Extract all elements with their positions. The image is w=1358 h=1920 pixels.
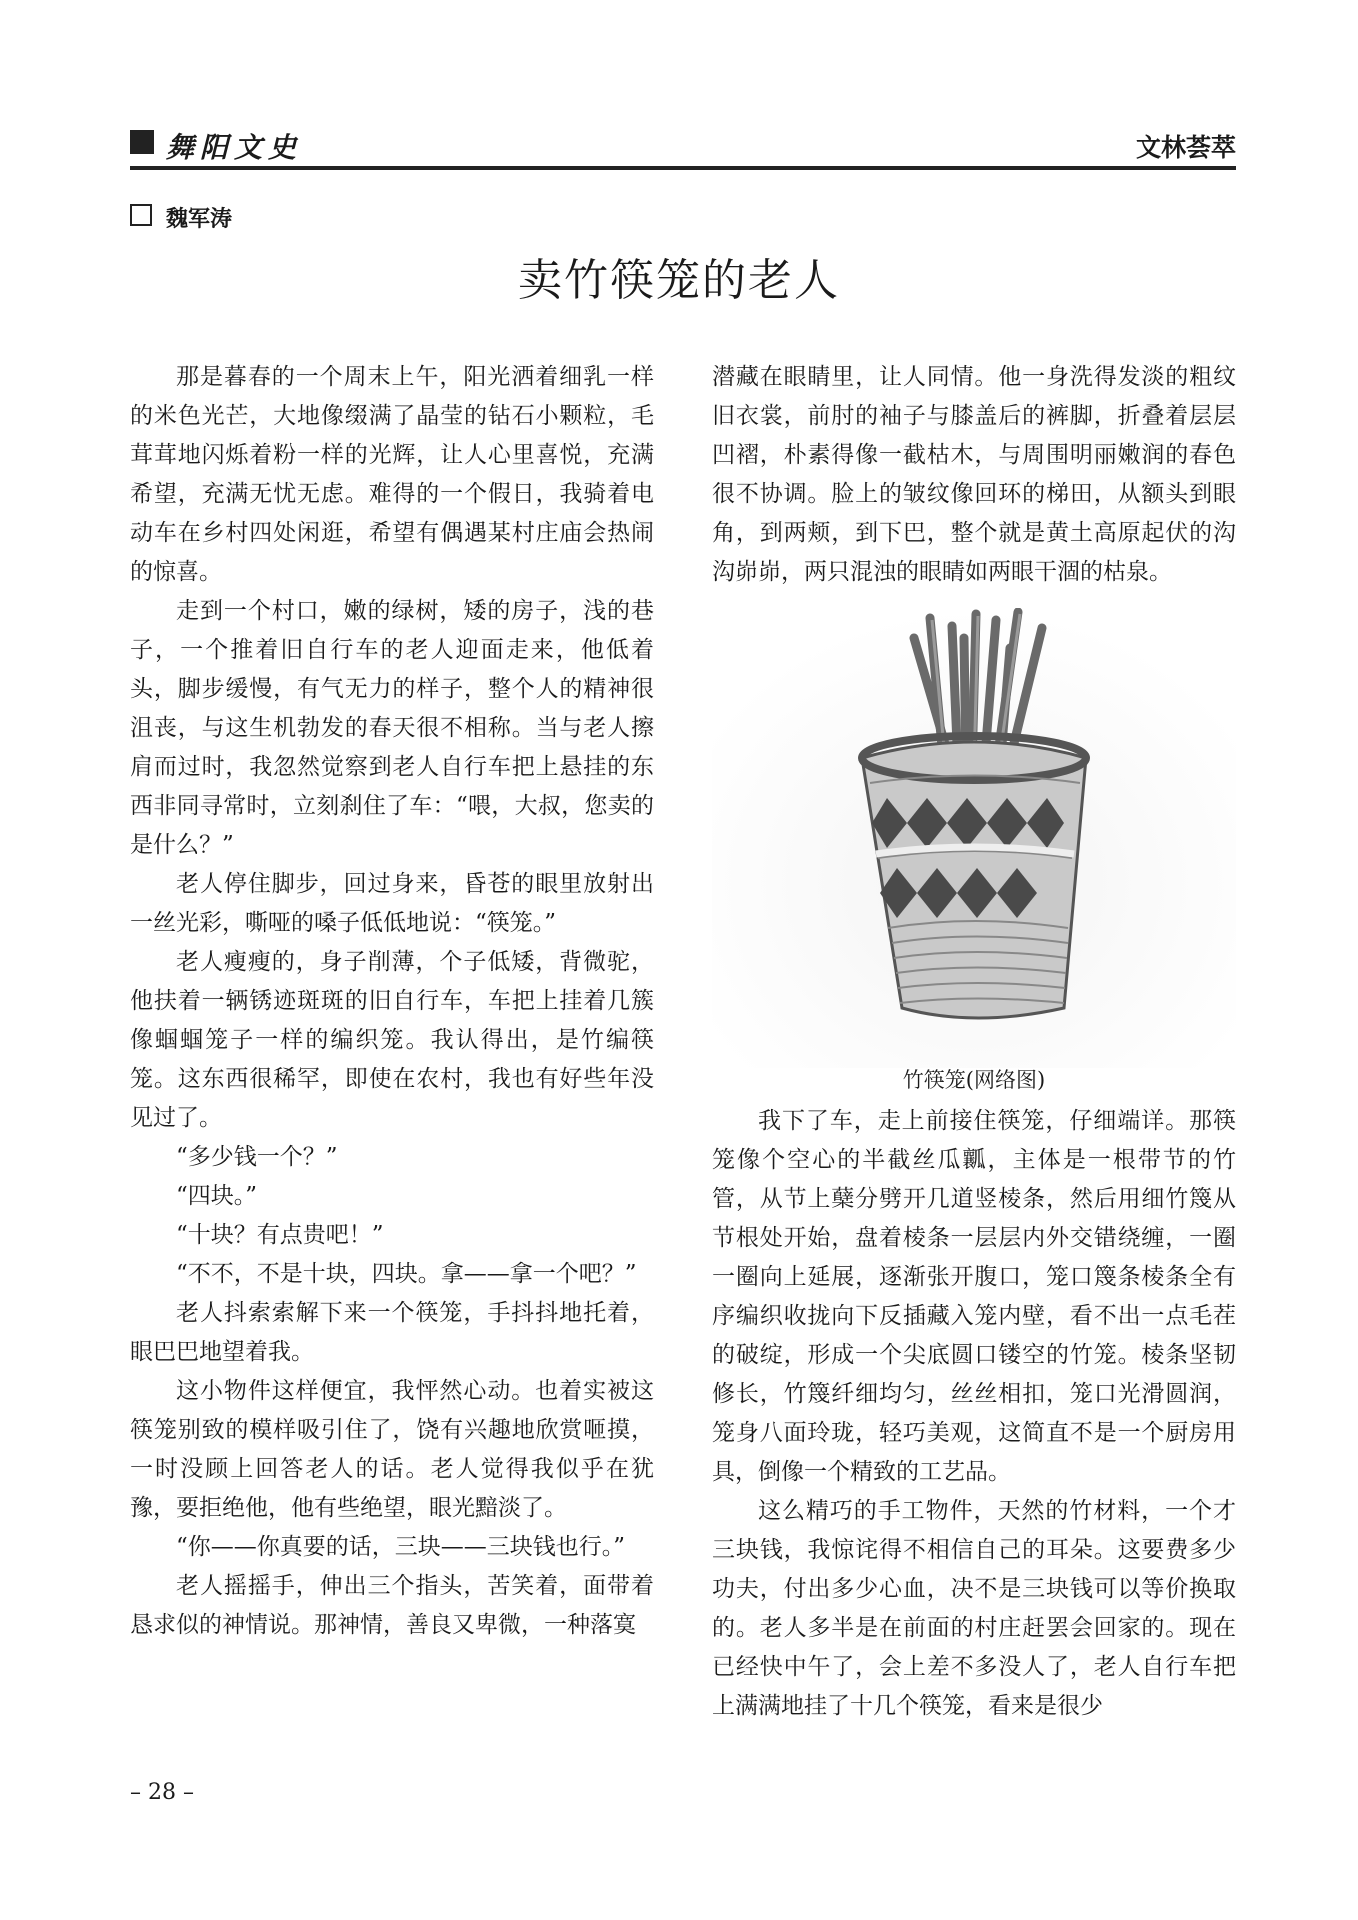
- paragraph: “多少钱一个？”: [176, 1144, 338, 1170]
- page-header: [130, 126, 1236, 162]
- paragraph: 老人摇摇手，伸出三个指头，苦笑着，面带着恳求似的神情说。那神情，善良又卑微，一种落寞: [130, 1573, 654, 1638]
- chopstick-basket-photo: [712, 608, 1236, 1068]
- paragraph: 老人瘦瘦的，身子削薄，个子低矮，背微驼，他扶着一辆锈迹斑斑的旧自行车，车把上挂着几簇像蝈蝈笼子一样的编织笼。我认得出，是竹编筷笼。这东西很稀罕，即使在农村，我也有好些年没见过了。: [130, 949, 654, 1131]
- section-name: 文林荟萃: [1135, 133, 1236, 162]
- left-column: [130, 358, 654, 1645]
- article-title: 卖竹筷笼的老人: [518, 255, 840, 306]
- paragraph: 老人抖索索解下来一个筷笼，手抖抖地托着，眼巴巴地望着我。: [130, 1300, 654, 1365]
- right-column-bottom: [712, 1102, 1236, 1726]
- paragraph: “你——你真要的话，三块——三块钱也行。”: [176, 1534, 626, 1560]
- figure-caption: 竹筷笼(网络图): [902, 1068, 1046, 1092]
- page-number: – 28 –: [130, 1780, 194, 1805]
- paragraph: 那是暮春的一个周末上午，阳光洒着细乳一样的米色光芒，大地像缀满了晶莹的钻石小颗粒，毛茸茸地闪烁着粉一样的光辉，让人心里喜悦，充满希望，充满无忧无虑。难得的一个假日，我骑着电动车在乡村四处闲逛，希望有偶遇某村庄庙会热闹的惊喜。: [130, 364, 654, 585]
- paragraph: 老人停住脚步，回过身来，昏苍的眼里放射出一丝光彩，嘶哑的嗓子低低地说：“筷笼。”: [130, 871, 654, 936]
- paragraph: 潜藏在眼睛里，让人同情。他一身洗得发淡的粗纹旧衣裳，前肘的袖子与膝盖后的裤脚，折叠着层层凹褶，朴素得像一截枯木，与周围明丽嫩润的春色很不协调。脸上的皱纹像回环的梯田，从额头到眼角，到两颊，到下巴，整个就是黄土高原起伏的沟沟峁峁，两只混浊的眼睛如两眼干涸的枯泉。: [712, 364, 1236, 585]
- paragraph: “十块？有点贵吧！”: [176, 1222, 384, 1248]
- paragraph: 这小物件这样便宜，我怦然心动。也着实被这筷笼别致的模样吸引住了，饶有兴趣地欣赏咂摸，一时没顾上回答老人的话。老人觉得我似乎在犹豫，要拒绝他，他有些绝望，眼光黯淡了。: [130, 1378, 654, 1521]
- paragraph: “四块。”: [176, 1183, 258, 1209]
- paragraph: “不不，不是十块，四块。拿——拿一个吧？”: [176, 1261, 637, 1287]
- magazine-name: 舞阳文史: [166, 131, 303, 164]
- header-square-icon: [130, 130, 154, 154]
- paragraph: 走到一个村口，嫩的绿树，矮的房子，浅的巷子，一个推着旧自行车的老人迎面走来，他低着头，脚步缓慢，有气无力的样子，整个人的精神很沮丧，与这生机勃发的春天很不相称。当与老人擦肩而过时，我忽然觉察到老人自行车把上悬挂的东西非同寻常时，立刻刹住了车：“喂，大叔，您卖的是什么？”: [130, 598, 654, 858]
- right-column-top: [712, 358, 1236, 592]
- paragraph: 我下了车，走上前接住筷笼，仔细端详。那筷笼像个空心的半截丝瓜瓤，主体是一根带节的竹管，从节上蘖分劈开几道竖棱条，然后用细竹篾从节根处开始，盘着棱条一层层内外交错绕缠，一圈一圈向上延展，逐渐张开腹口，笼口篾条棱条全有序编织收拢向下反插藏入笼内壁，看不出一点毛茬的破绽，形成一个尖底圆口镂空的竹笼。棱条坚韧修长，竹篾纤细均匀，丝丝相扣，笼口光滑圆润，笼身八面玲珑，轻巧美观，这简直不是一个厨房用具，倒像一个精致的工艺品。: [712, 1108, 1236, 1485]
- author-box-icon: [130, 204, 152, 226]
- author-name: 魏军涛: [166, 207, 233, 232]
- header-rule: [130, 166, 1236, 170]
- paragraph: 这么精巧的手工物件，天然的竹材料，一个才三块钱，我惊诧得不相信自己的耳朵。这要费多少功夫，付出多少心血，决不是三块钱可以等价换取的。老人多半是在前面的村庄赶罢会回家的。现在已经快中午了，会上差不多没人了，老人自行车把上满满地挂了十几个筷笼，看来是很少: [712, 1498, 1236, 1719]
